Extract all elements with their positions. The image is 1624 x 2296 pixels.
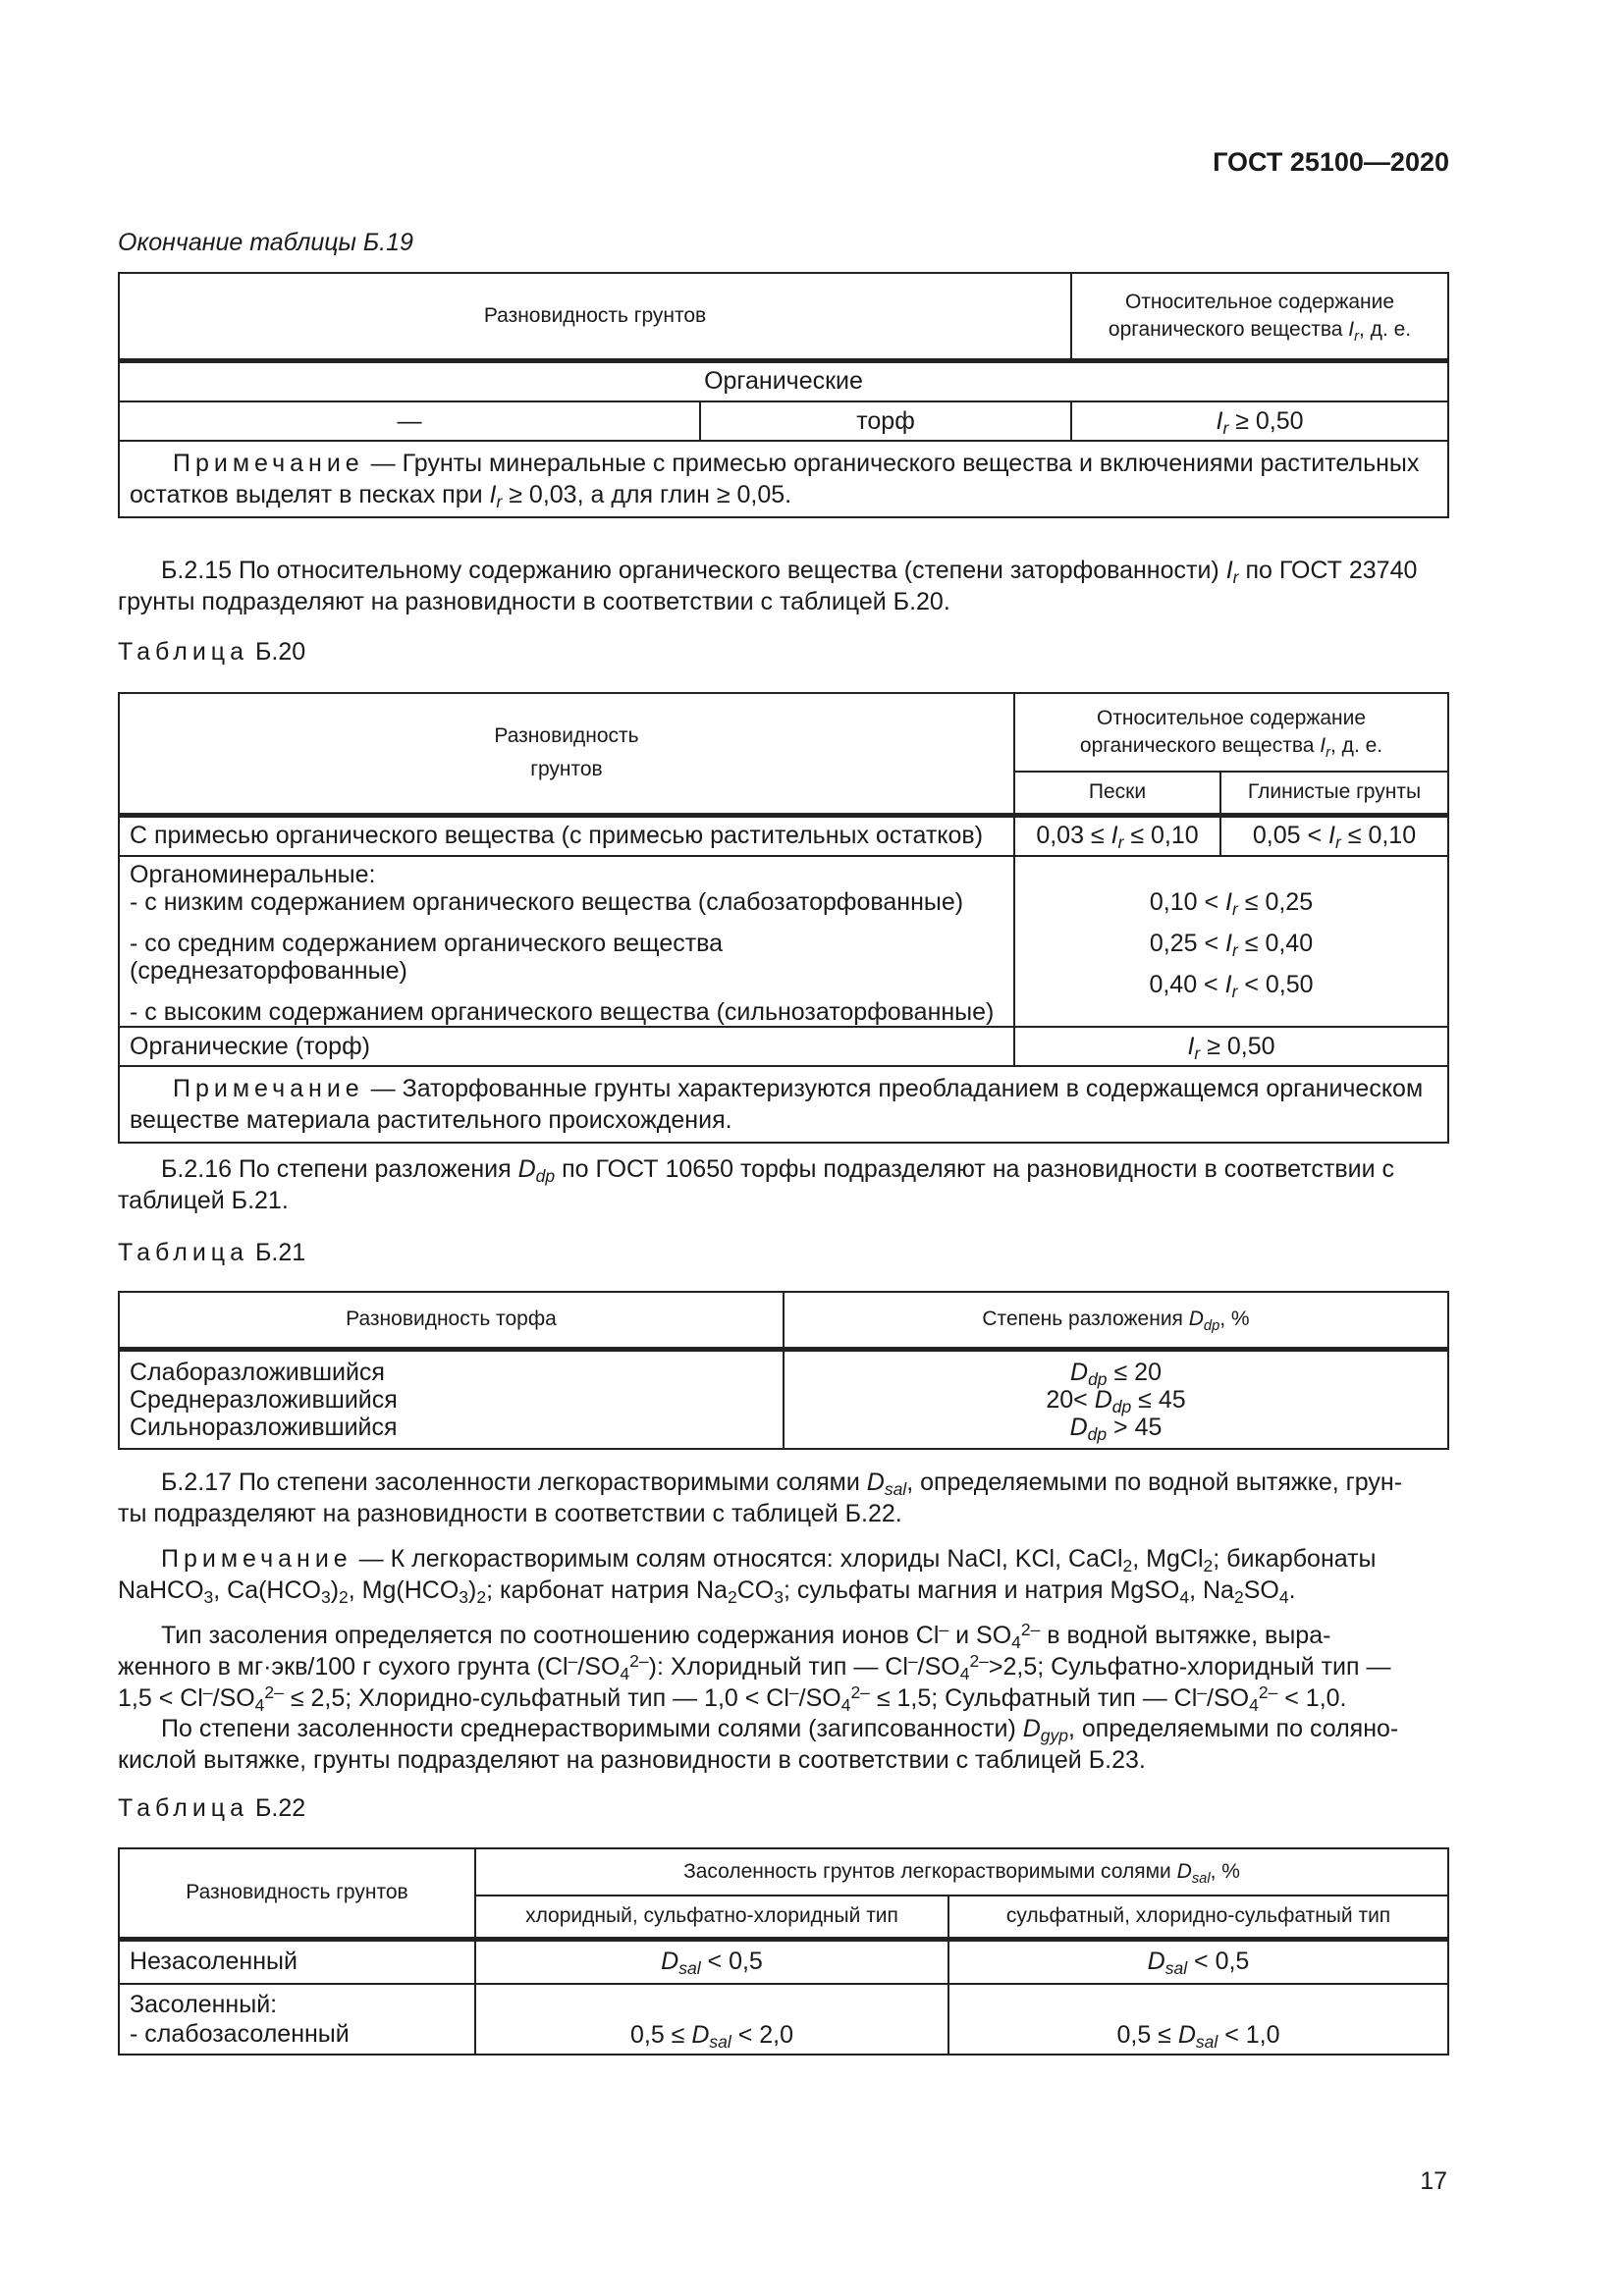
- table-row: [119, 1349, 1448, 1449]
- note-salts: Примечание — К легкорастворимым солям относятся: хлориды NaCl, KCl, CaCl$_2$, MgCl$_2$; бикарбонаты NaHCO$_3$, $Ca(HCO_3)_2$, $Mg(HCO_3)_2$; карбонат натрия $Na_2CO_3$; сульфаты магния и натрия MgSO$_4$, $Na_2SO_4$.: [118, 1545, 1377, 1607]
- table-b22-caption: Таблица Б.22: [118, 1794, 306, 1822]
- cell-value: $0,5 \le D_{sal} < 1,0$: [948, 1984, 1448, 2055]
- cell-value: $I_r \ge 0,50$: [1014, 1027, 1448, 1066]
- table-note-row: [119, 1066, 1448, 1143]
- page-number: 17: [1420, 2167, 1447, 2195]
- col-header-organic-content: Относительное содержание органического вещества $I_r$, д. е.: [1071, 273, 1448, 360]
- cell-value: $0,05 < I_r \le 0,10$: [1220, 815, 1448, 856]
- cell-value: $0,5 \le D_{sal} < 2,0$: [475, 1984, 948, 2055]
- cell-peat: торф: [700, 401, 1071, 441]
- col-header-organic-content: Относительное содержание органического вещества $I_r$, д. е.: [1014, 693, 1448, 772]
- cell-value: $0,10 < I_r \le 0,25$ $0,25 < I_r \le 0,40$ $0,40 < I_r < 0,50$: [1014, 856, 1448, 1027]
- table-note: Примечание — Заторфованные грунты характеризуются преобладанием в содержащемся органическом веществе материала растительного происхождения.: [119, 1066, 1448, 1143]
- sub-header-sulfate: сульфатный, хлоридно-сульфатный тип: [948, 1896, 1448, 1939]
- table-b22: [118, 1847, 1449, 2056]
- table-b19-caption: Окончание таблицы Б.19: [118, 229, 413, 256]
- section-organic: Органические: [119, 360, 1448, 401]
- table-row: [119, 1939, 1448, 1984]
- sub-header-chloride: хлоридный, сульфатно-хлоридный тип: [475, 1896, 948, 1939]
- cell-value: $D_{sal} < 0,5$: [475, 1939, 948, 1984]
- table-row: [119, 856, 1448, 1027]
- row-label: С примесью органического вещества (с примесью растительных остатков): [119, 815, 1014, 856]
- paragraph-b216: Б.2.16 По степени разложения $D_{dp}$ по ГОСТ 10650 торфы подразделяют на разновидности в соответствии с таблицей Б.21.: [118, 1155, 1395, 1214]
- paragraph-b217: Б.2.17 По степени засоленности легкорастворимыми солями $D_{sal}$, определяемыми по водной вытяжке, грун- ты подразделяют на разновидности в соответствии с таблицей Б.22.: [118, 1468, 1403, 1527]
- row-label: Органоминеральные: - с низким содержанием органического вещества (слабозаторфованные) - со средним содержанием органического вещества (среднезаторфованные) - с высоким содержанием органического вещества (сильнозаторфованные): [119, 856, 1014, 1027]
- sub-header-sands: Пески: [1014, 772, 1220, 815]
- table-b20-caption: Таблица Б.20: [118, 638, 306, 666]
- table-row: [119, 815, 1448, 856]
- col-header-soil-type: Разновидность грунтов: [119, 1848, 475, 1939]
- row-label: Незасоленный: [119, 1939, 475, 1984]
- standard-header: ГОСТ 25100—2020: [1213, 147, 1449, 177]
- cell-dash: —: [119, 401, 700, 441]
- row-label: Слаборазложившийся Среднеразложившийся Сильноразложившийся: [119, 1349, 784, 1449]
- cell-value: $0,03 \le I_r \le 0,10$: [1014, 815, 1220, 856]
- col-header-soil-type: Разновидность грунтов: [119, 693, 1014, 815]
- col-header-peat-type: Разновидность торфа: [119, 1292, 784, 1349]
- row-label: Засоленный: - слабозасоленный: [119, 1984, 475, 2055]
- cell-value: $D_{sal} < 0,5$: [948, 1939, 1448, 1984]
- col-header-decomposition: Степень разложения $D_{dp}$, %: [784, 1292, 1448, 1349]
- paragraph-gypsum: По степени засоленности среднерастворимыми солями (загипсованности) $D_{gyp}$, определяемыми по соляно- кислой вытяжке, грунты подразделяют на разновидности в соответствии с таблицей Б.23.: [118, 1715, 1399, 1774]
- paragraph-b215: Б.2.15 По относительному содержанию органического вещества (степени заторфованности) $I_r$ по ГОСТ 23740 грунты подразделяют на разновидности в соответствии с таблицей Б.20.: [118, 557, 1418, 615]
- table-note: Примечание — Грунты минеральные с примесью органического вещества и включениями растительных остатков выделят в песках при $I_r \ge 0,03$, а для глин ≥ 0,05.: [119, 441, 1448, 517]
- table-row: [119, 401, 1448, 441]
- col-header-soil-type: Разновидность грунтов: [119, 273, 1071, 360]
- paragraph-salinization-type: Тип засоления определяется по соотношению содержания ионов Cl– и $SO_4^{2-}$ в водной вытяжке, выра- женного в мг·экв/100 г сухого грунта $(Cl^-/SO_4^{2-})$: Хлоридный тип — $Cl^-/SO_4^{2-}>2,5$; Сульфатно-хлоридный тип — $1,5 < Cl^-/SO_4^{2-} \le 2,5$; Хлоридно-сульфатный тип — $1,0 < Cl^-/SO_4^{2-} \le 1,5$; Сульфатный тип — $Cl^-/SO_4^{2-} < 1,0$.: [118, 1620, 1391, 1715]
- table-row: [119, 1027, 1448, 1066]
- cell-value: $D_{dp} \le 20$ $20< D_{dp} \le 45$ $D_{dp} > 45$: [784, 1349, 1448, 1449]
- table-b21: [118, 1291, 1449, 1450]
- table-b19: [118, 272, 1449, 518]
- table-section-row: [119, 360, 1448, 401]
- row-label: Органические (торф): [119, 1027, 1014, 1066]
- table-note-row: [119, 441, 1448, 517]
- table-b21-caption: Таблица Б.21: [118, 1239, 306, 1266]
- table-header-row: [119, 273, 1448, 360]
- table-b20: [118, 692, 1449, 1144]
- cell-value: $I_r \ge 0,50$: [1071, 401, 1448, 441]
- sub-header-clays: Глинистые грунты: [1220, 772, 1448, 815]
- table-row: [119, 1984, 1448, 2055]
- col-header-salinity: Засоленность грунтов легкорастворимыми солями $D_{sal}$, %: [475, 1848, 1448, 1896]
